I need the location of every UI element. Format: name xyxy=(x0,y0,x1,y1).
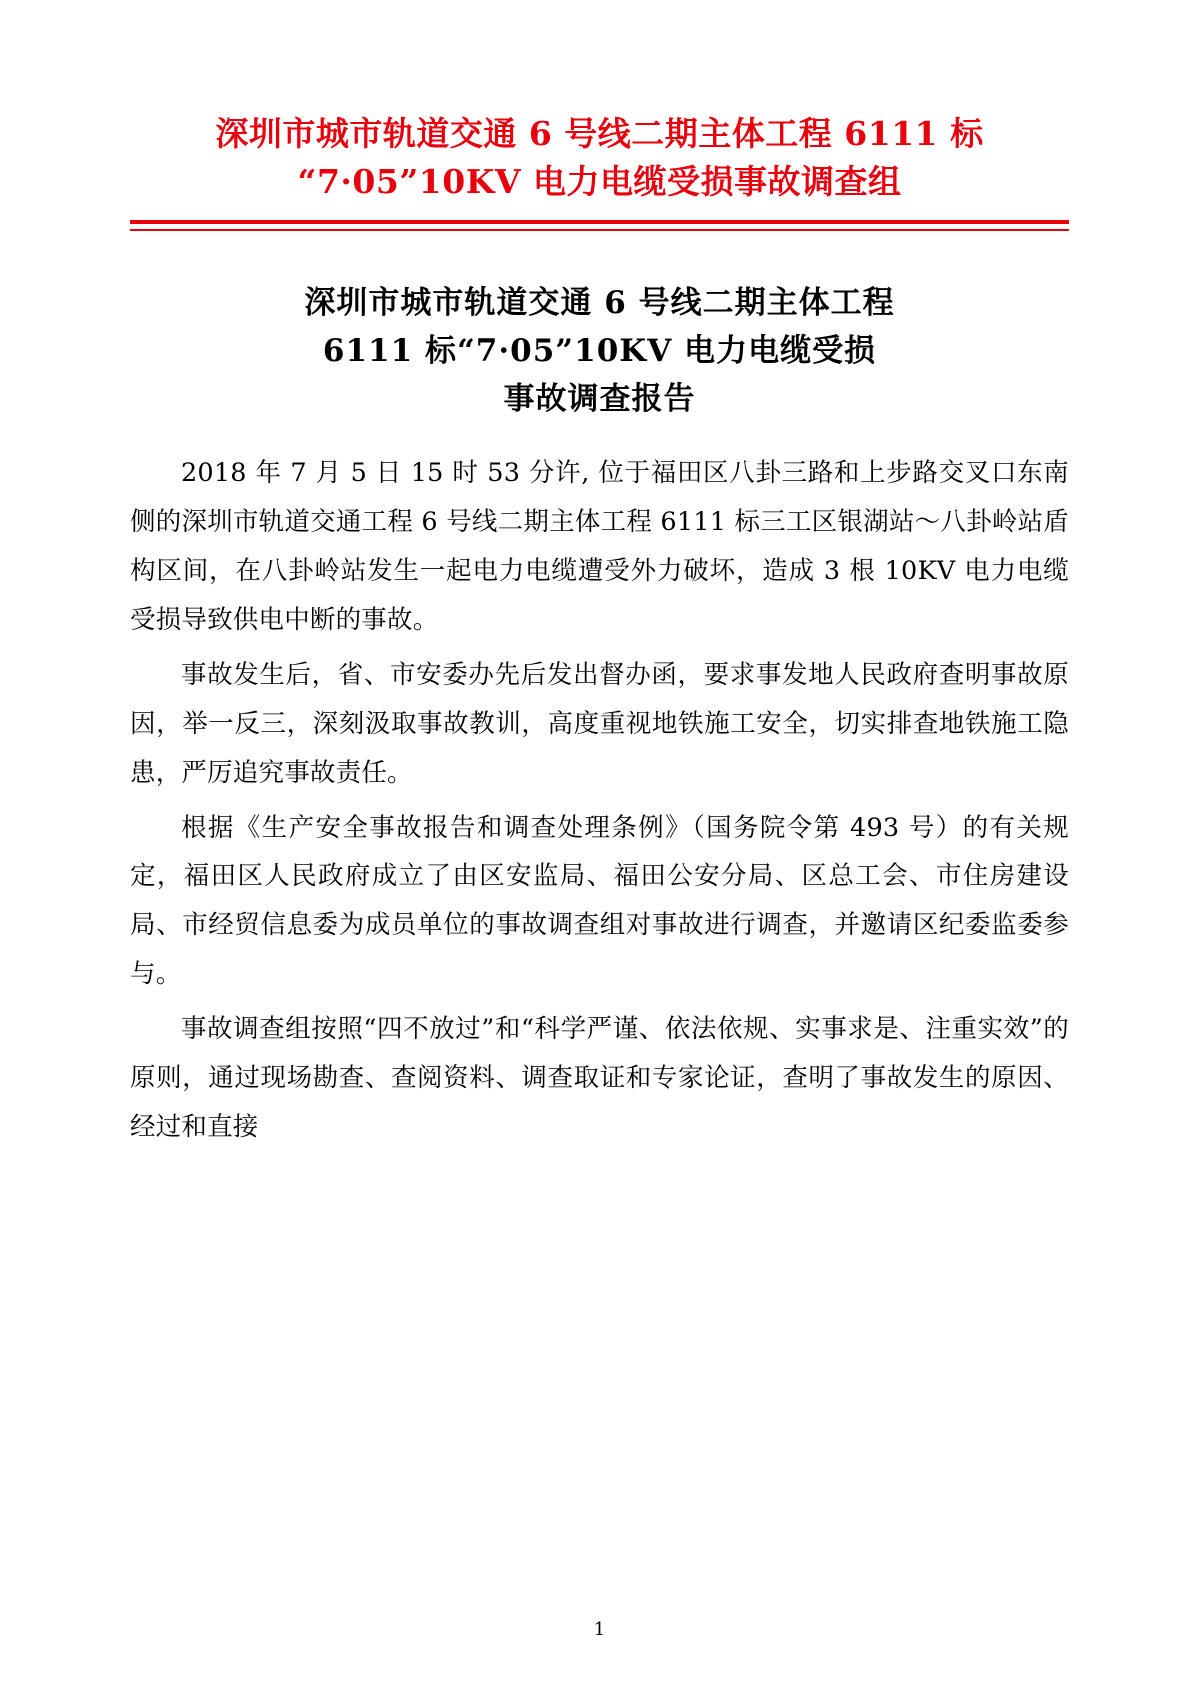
page-title-line-3: 事故调查报告 xyxy=(503,380,696,417)
body-paragraph: 事故调查组按照“四不放过”和“科学严谨、依法依规、实事求是、注重实效”的原则，通过现场勘查、查阅资料、调查取证和专家论证，查明了事故发生的原因、经过和直接 xyxy=(130,1014,1069,1143)
letterhead-rule-thin xyxy=(130,229,1069,231)
letterhead-rule-thick xyxy=(130,220,1069,224)
letterhead-rule xyxy=(130,220,1069,231)
letterhead-line-1: 深圳市城市轨道交通 6 号线二期主体工程 6111 标 xyxy=(215,114,984,153)
letterhead-line-2: “7·05”10KV 电力电缆受损事故调查组 xyxy=(297,161,902,201)
document-body xyxy=(130,449,1069,1152)
page-title-line-1: 深圳市城市轨道交通 6 号线二期主体工程 xyxy=(304,284,895,321)
page-number: 1 xyxy=(593,1619,606,1640)
body-paragraph: 事故发生后，省、市安委办先后发出督办函，要求事发地人民政府查明事故原因，举一反三，深刻汲取事故教训，高度重视地铁施工安全，切实排查地铁施工隐患，严厉追究事故责任。 xyxy=(130,659,1069,788)
body-paragraph: 根据《生产安全事故报告和调查处理条例》（国务院令第 493 号）的有关规定，福田区人民政府成立了由区安监局、福田公安分局、区总工会、市住房建设局、市经贸信息委为成员单位的事故调查组对事故进行调查，并邀请区纪委监委参与。 xyxy=(130,812,1069,990)
letterhead xyxy=(130,110,1069,231)
body-paragraph: 2018 年 7 月 5 日 15 时 53 分许, 位于福田区八卦三路和上步路交叉口东南侧的深圳市轨道交通工程 6 号线二期主体工程 6111 标三工区银湖站～八卦岭站盾构区间，在八卦岭站发生一起电力电缆遭受外力破坏，造成 3 根 10KV 电力电缆受损导致供电中断的事故。 xyxy=(130,457,1069,635)
page-title xyxy=(130,279,1069,423)
page-title-line-2: 6111 标“7·05”10KV 电力电缆受损 xyxy=(322,332,877,369)
